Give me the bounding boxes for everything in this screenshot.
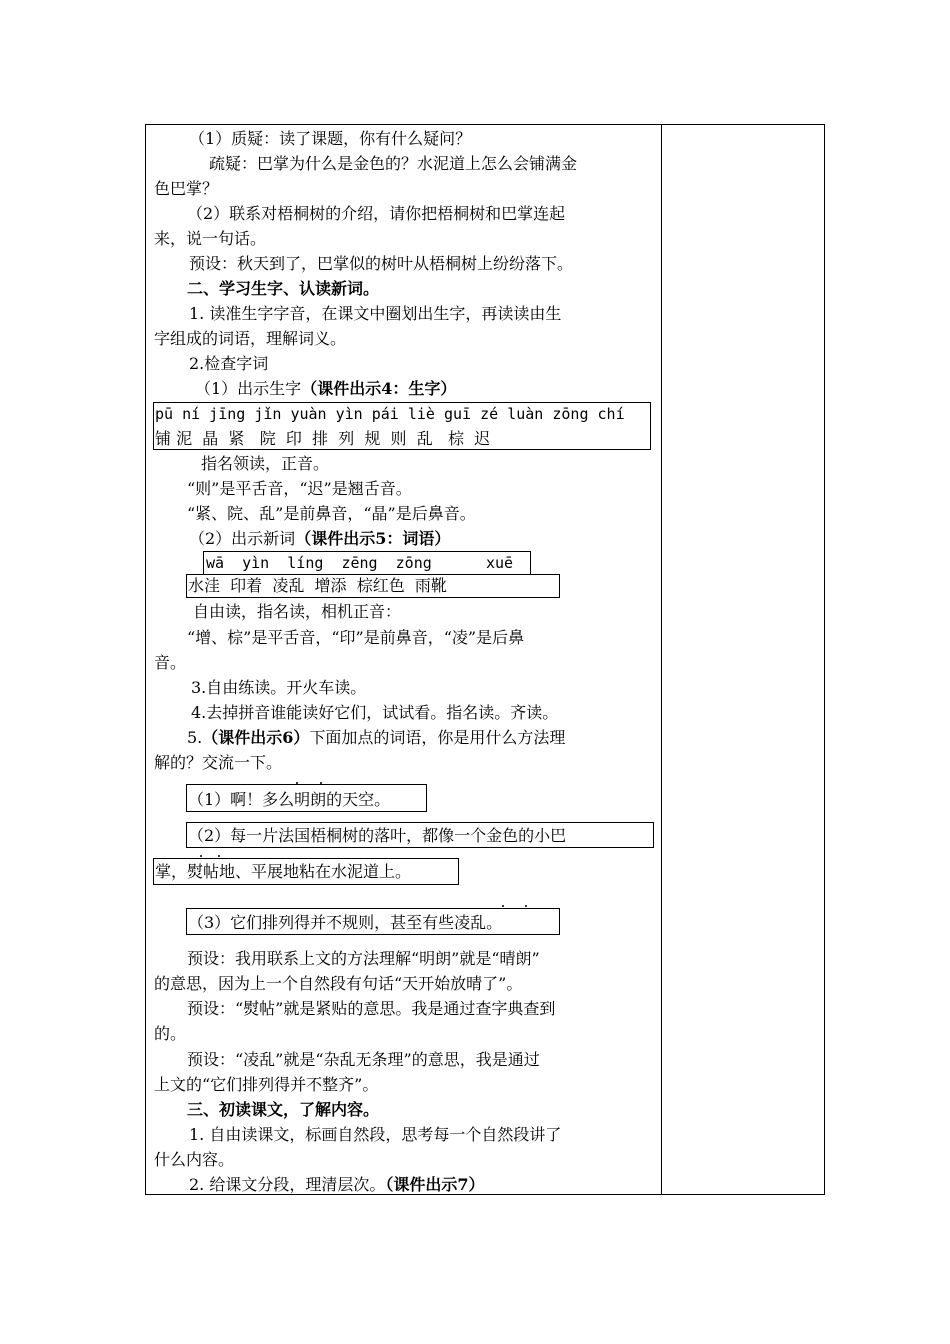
sentence-1: （1）啊！多么明朗的天空。	[188, 790, 391, 809]
sentence-3: （3）它们排列得并不规则，甚至有些凌乱。	[188, 913, 503, 932]
step-5-line	[187, 727, 565, 749]
lead-read-line: 指名领读，正音。	[201, 454, 330, 473]
chars-row: 铺 泥 晶 紧 院 印 排 列 规 则 乱 棕 迟	[155, 429, 491, 448]
preset-1-line-cont: 的意思，因为上一个自然段有句话“天开始放晴了”。	[154, 974, 523, 993]
show-chars-text: （1）出示生字	[195, 379, 302, 398]
show-words-line	[189, 528, 450, 550]
preset-2-line-cont: 的。	[154, 1024, 187, 1043]
chars-pinyin: pū ní jīng jǐn yuàn yìn pái liè guī zé luàn zōng chí	[155, 405, 625, 423]
step-4-line: 4.去掉拼音谁能读好它们，试试看。指名读。齐读。	[191, 703, 559, 722]
tongue-line-2-cont: 音。	[154, 653, 187, 672]
doubt-line: 疏疑：巴掌为什么是金色的？水泥道上怎么会铺满金	[209, 154, 578, 173]
free-read-line: 自由读，指名读，相机正音：	[193, 602, 402, 621]
step-1-line-cont: 字组成的词语，理解词义。	[154, 329, 347, 348]
sentence-2b: 掌，熨帖地、平展地粘在水泥道上。	[155, 862, 412, 881]
section-heading-3: 三、初读课文，了解内容。	[187, 1100, 380, 1119]
words-pinyin: wā yìn líng zēng zōng xuē	[206, 554, 514, 572]
courseware-4-label: （课件出示4：生字）	[301, 379, 457, 398]
emphasis-dot	[200, 855, 202, 857]
connect-line-cont: 来，说一句话。	[154, 229, 267, 248]
doubt-line-cont: 色巴掌？	[154, 179, 219, 198]
step-2-line: 2.检查字词	[189, 354, 269, 373]
emphasis-dot	[502, 905, 504, 907]
question-line: （1）质疑：读了课题，你有什么疑问？	[189, 129, 472, 148]
connect-line: （2）联系对梧桐树的介绍，请你把梧桐树和巴掌连起	[187, 204, 566, 223]
step-3-line: 3.自由练读。开火车读。	[191, 678, 367, 697]
sentence-2a: （2）每一片法国梧桐树的落叶，都像一个金色的小巴	[188, 826, 567, 845]
nasal-line: “紧、院、乱”是前鼻音，“晶”是后鼻音。	[187, 504, 476, 523]
step-5-line-cont: 解的？交流一下。	[154, 753, 283, 772]
emphasis-dot	[218, 855, 220, 857]
show-chars-line	[195, 378, 456, 400]
preset-2-line: 预设：“熨帖”就是紧贴的意思。我是通过查字典查到	[187, 999, 556, 1018]
words-row: 水洼 印着 凌乱 增添 棕红色 雨靴	[188, 576, 447, 595]
step-5-number: 5.	[187, 728, 203, 747]
courseware-5-label: （课件出示5：词语）	[295, 529, 451, 548]
emphasis-dot	[296, 782, 298, 784]
show-words-text: （2）出示新词	[189, 529, 296, 548]
step-5-text: 下面加点的词语，你是用什么方法理	[309, 728, 566, 747]
preset-3-line-cont: 上文的“它们排列得并不整齐”。	[154, 1075, 379, 1094]
section-heading-2: 二、学习生字、认读新词。	[187, 279, 380, 298]
emphasis-dot	[525, 905, 527, 907]
column-divider	[661, 124, 662, 1195]
preset-3-line: 预设：“凌乱”就是“杂乱无条理”的意思，我是通过	[187, 1050, 540, 1069]
courseware-6-label: （课件出示6）	[202, 728, 310, 747]
read-step-2-line	[189, 1174, 485, 1196]
read-step-1-line: 1. 自由读课文，标画自然段，思考每一个自然段讲了	[189, 1125, 562, 1144]
tongue-line-2: “增、棕”是平舌音，“印”是前鼻音，“凌”是后鼻	[187, 628, 525, 647]
read-step-2-text: 2. 给课文分段，理清层次。	[189, 1175, 386, 1194]
read-step-1-line-cont: 什么内容。	[154, 1150, 235, 1169]
preset-line: 预设：秋天到了，巴掌似的树叶从梧桐树上纷纷落下。	[189, 254, 574, 273]
preset-1-line: 预设：我用联系上文的方法理解“明朗”就是“晴朗”	[187, 949, 540, 968]
step-1-line: 1. 读准生字字音，在课文中圈划出生字，再读读由生	[189, 304, 562, 323]
emphasis-dot	[320, 782, 322, 784]
courseware-7-label: （课件出示7）	[385, 1175, 485, 1194]
tongue-line: “则”是平舌音，“迟”是翘舌音。	[187, 479, 412, 498]
